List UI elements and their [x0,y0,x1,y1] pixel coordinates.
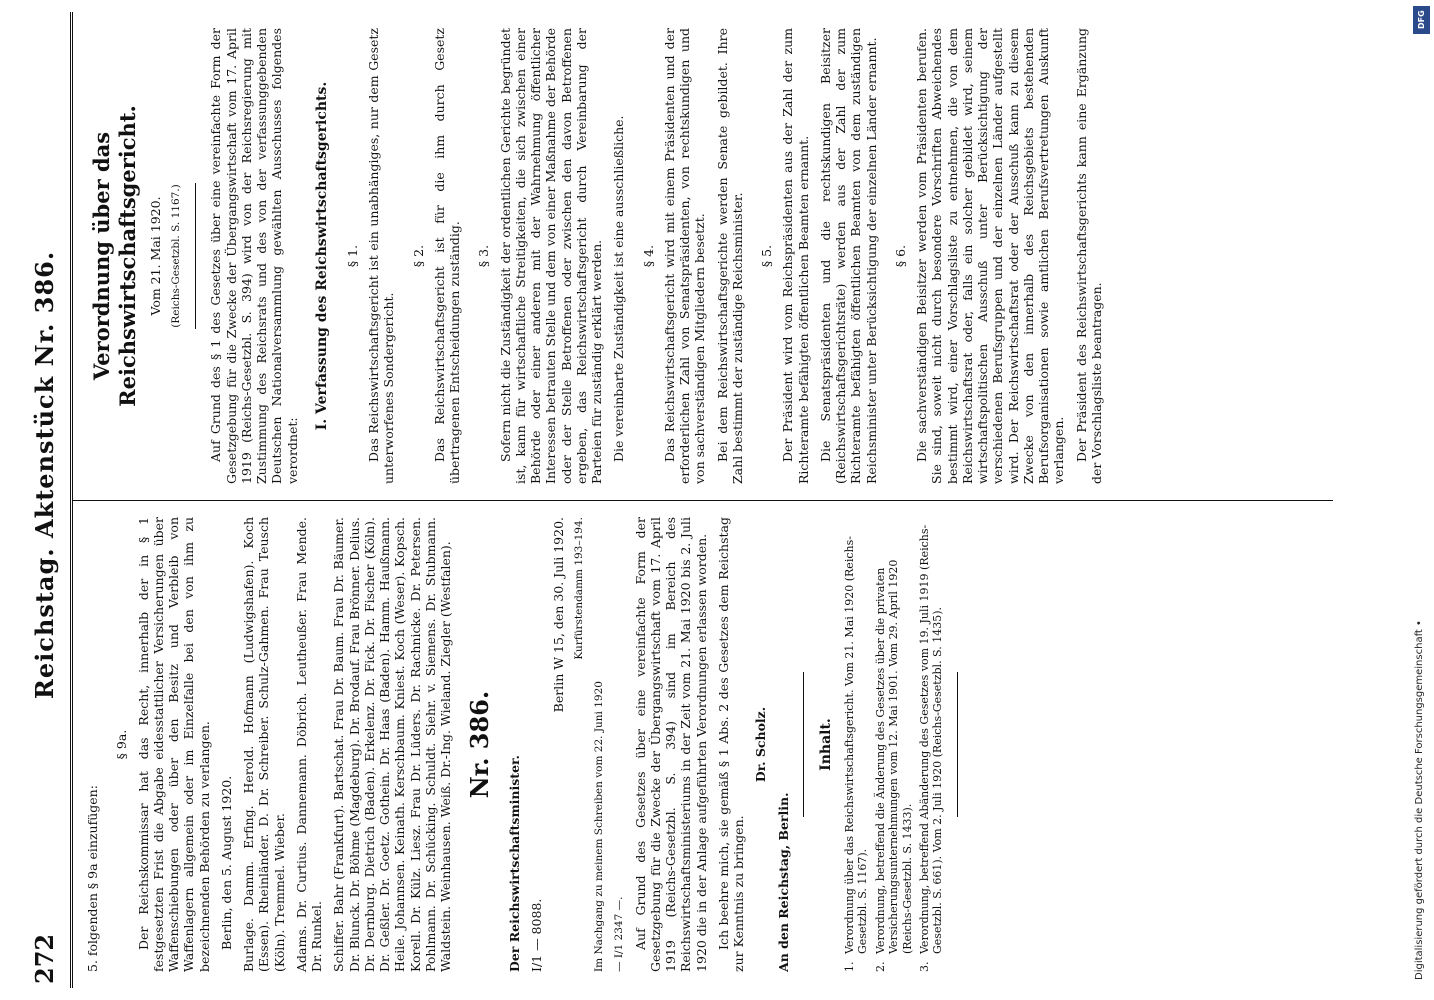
right-column [73,12,1333,500]
contents-item [918,517,945,972]
letter-reference-note: Im Nachgang zu meinem Schreiben vom 22. Juni 1920 [593,681,606,972]
decree-paragraph [893,28,1104,484]
letter-place-date: Berlin W 15, den 30. Juli 1920. [551,517,567,713]
paragraph-text: Sofern nicht die Zuständigkeit der ordentlichen Gerichte begründet ist, kann für wirtschaftliche Streitigkeiten, die sich zwischen einer Behörde oder einer anderen mit der Wahrnehmung öffentlicher Interessen betrauten Stelle und dem von einer Maßnahme der Behörde oder der Stelle Betroffenen oder zwischen den davon Betroffenen ergeben, das Reichswirtschaftsgericht durch Vereinbarung der Parteien für zuständig erklärt werden. [497,28,605,484]
running-title: Reichstag. Aktenstück Nr. 386. [30,250,59,700]
letter-paragraph-1: Auf Grund des Gesetzes über eine vereinfachte Form der Gesetzgebung für die Zwecke der Übergangswirtschaft vom 17. April 1919 (Reichs-Gesetzbl. S. 394) sind im Bereich des Reichswirtschaftsministeriums in der Zeit vom 21. Mai 1920 bis 2. Juli 1920 die in der Anlage aufgeführten Verordnungen erlassen worden. [632,517,709,972]
paragraph-text: Das Reichswirtschaftsgericht ist ein unabhängiges, nur dem Gesetz unterworfenes Sondergericht. [366,28,397,484]
separator-rule [195,183,196,329]
letter-signature: Dr. Scholz. [753,706,769,783]
paragraph-text: Die sachverständigen Beisitzer werden vom Präsidenten berufen. Sie sind, soweit nicht durch besondere Vorschriften Abweichendes bestimmt wird, einer Vorschlagsliste zu entnehmen, die von dem Reichswirtschaftsrat oder, falls ein solcher gebildet wird, seinem wirtschaftspolitischen Ausschuß unter Berücksichtigung der verschiedenen Berufsgruppen und der einzelnen Länder aufgestellt wird. Der Reichswirtschaftsrat oder der Ausschuß kann zu diesem Zwecke von den innerhalb des Reichsgebiets bestehenden Berufsorganisationen sowie amtlichen Berufsvertretungen Auskunft verlangen. [914,28,1067,484]
contents-item [874,517,914,972]
paragraph-heading: § 3. [476,244,492,268]
decree-date: Vom 21. Mai 1920. [148,196,164,316]
letter-reference-2: — I/1 2347 —. [612,896,625,972]
two-column-body [73,12,1333,988]
letter-street: Kurfürstendamm 193–194. [573,517,586,660]
signers-group-1: Burlage. Damm. Erfing. Herold. Hofmann (Ludwigshafen). Koch (Essen). Rheinländer. D. Dr. Schreiber. Schulz-Gahmen. Frau Teusch (Köln). Tremmel. Wieber. [241,517,287,972]
dfg-logo: DFG [1413,6,1430,34]
paragraph-heading: § 4. [640,244,656,268]
decree-preamble: Auf Grund des § 1 des Gesetzes über eine vereinfachte Form der Gesetzgebung für die Zwecke der Übergangswirtschaft vom 17. April 1919 (Reichs-Gesetzbl. S. 394) wird von der Reichsregierung mit Zustimmung des Reichsrats und des von der verfassunggebenden Deutschen Nationalversammlung gewählten Ausschusses folgendes verordnet: [208,28,300,484]
contents-list [843,517,945,972]
contents-item-number: 1. [842,961,856,972]
signers-group-3: Schiffer. Bahr (Frankfurt). Bartschat. Frau Dr. Baum. Frau Dr. Bäumer. Dr. Blunck. Dr. Böhme (Magdeburg). Dr. Brodauf. Frau Brönner. Delius. Dr. Dernburg. Dietrich (Baden). Erkelenz. Dr. Fick. Dr. Fischer (Köln). Dr. Geßler. Dr. Goetz. Gothein. Dr. Haas (Baden). Hamm. Haußmann. Heile. Johannsen. Keinath. Kerschbaum. Kniest. Koch (Weser). Kopsch. Korell. Dr. Külz. Liesz. Frau Dr. Lüders. Dr. Rachnicke. Dr. Petersen. Pohlmann. Dr. Schücking. Schuldt. Siehr. v. Siemens. Dr. Stubmann. Waldstein. Weinhausen. Weiß. Dr.-Ing. Wieland. Ziegler (Westfalen). [331,517,453,972]
paragraph-heading: § 1. [344,244,360,268]
decree-paragraph [411,28,463,484]
page-header [30,12,73,988]
paragraph-text: Das Reichswirtschaftsgericht wird mit einem Präsidenten und der erforderlichen Zahl von Senatspräsidenten, von rechtskundigen und von sachverständigen Mitgliedern besetzt. [661,28,708,484]
paragraph-text: Das Reichswirtschaftsgericht ist für die ihm durch Gesetz übertragenen Entscheidungen zuständig. [431,28,463,484]
decree-reference: (Reichs-Gesetzbl. S. 1167.) [170,184,183,328]
decree-title: Verordnung über das Reichswirtschaftsgericht. [89,105,140,407]
paragraph-text: Die vereinbarte Zuständigkeit ist eine ausschließliche. [611,115,627,462]
paragraph-9a-text: Der Reichskommissar hat das Recht, innerhalb der in § 1 festgesetzten Frist die Abgabe eidesstattlicher Versicherungen über Waffenschiebungen oder über den Besitz und Verbleib von Waffenlagern allgemein oder im Einzelfalle bei den von ihm zu bezeichnenden Behörden zu verlangen. [135,517,212,972]
letter-sender: Der Reichswirtschaftsminister. [506,755,522,972]
item5-intro: 5. folgenden § 9a einzufügen: [85,785,100,972]
digitization-credit [1410,0,1434,1000]
paragraph-text: Die Senatspräsidenten und die rechtskundigen Beisitzer (Reichswirtschaftsgerichtsräte) werden aus der Zahl der zum Richteramte befähigten öffentlichen Beamten von dem zuständigen Reichsminister unter Berücksichtigung der einzelnen Länder ernannt. [817,28,879,484]
letter-addressee: An den Reichstag, Berlin. [775,792,791,972]
contents-item-number: 2. [873,961,887,972]
signers-group-2: Adams. Dr. Curtius. Dannemann. Döbrich. Leutheußer. Frau Mende. Dr. Runkel. [293,517,324,972]
decree-paragraph [759,28,879,484]
decree-paragraph [345,28,397,484]
paragraph-text: Der Präsident wird vom Reichspräsidenten aus der Zahl der zum Richteramte befähigten öffentlichen Beamten ernannt. [780,28,811,484]
contents-item [843,517,870,972]
paragraph-text: Der Präsident des Reichswirtschaftsgerichts kann eine Ergänzung der Vorschlagsliste beantragen. [1073,28,1104,484]
letter-reference-1: I/1 — 8088. [528,898,544,972]
rotated-scan-page [30,0,1360,1000]
page-number: 272 [30,933,59,984]
left-column [73,500,1333,988]
section-heading: I. Verfassung des Reichswirtschaftsgerichts. [313,81,330,431]
decree-paragraph [641,28,746,484]
separator-rule [803,672,804,818]
paragraph-9a-heading: § 9a. [114,729,130,760]
contents-item-text: Verordnung, betreffend die Änderung des Gesetzes über die privaten Versicherungsunternehmungen vom 12. Mai 1901. Vom 29. April 1920 (Reichs-Gesetzbl. S. 1433). [873,559,914,954]
credit-text: Digitalisierung gefördert durch die Deutsche Forschungsgemeinschaft • [1414,620,1425,980]
decree-paragraph [476,28,626,484]
contents-title: Inhalt. [817,718,834,771]
paragraph-text: Bei dem Reichswirtschaftsgerichte werden Senate gebildet. Ihre Zahl bestimmt der zuständige Reichsminister. [714,28,745,484]
contents-item-text: Verordnung über das Reichswirtschaftsgericht. Vom 21. Mai 1920 (Reichs-Gesetzbl. S. 1167). [842,536,870,954]
contents-item-text: Verordnung, betreffend Abänderung des Gesetzes vom 19. Juli 1919 (Reichs-Gesetzbl. S. 661). Vom 2. Juli 1920 (Reichs-Gesetzbl. S. 1435). [918,524,945,954]
paragraph-heading: § 6. [892,244,908,268]
paragraph-heading: § 2. [410,244,426,268]
motion-date: Berlin, den 5. August 1920. [218,775,234,950]
letter-paragraph-2: Ich beehre mich, sie gemäß § 1 Abs. 2 des Gesetzes dem Reichstag zur Kenntnis zu bringen. [715,517,747,972]
contents-item-number: 3. [918,961,932,972]
separator-rule [957,672,958,818]
paragraph-heading: § 5. [759,244,775,268]
document-number-heading: Nr. 386. [465,690,495,799]
